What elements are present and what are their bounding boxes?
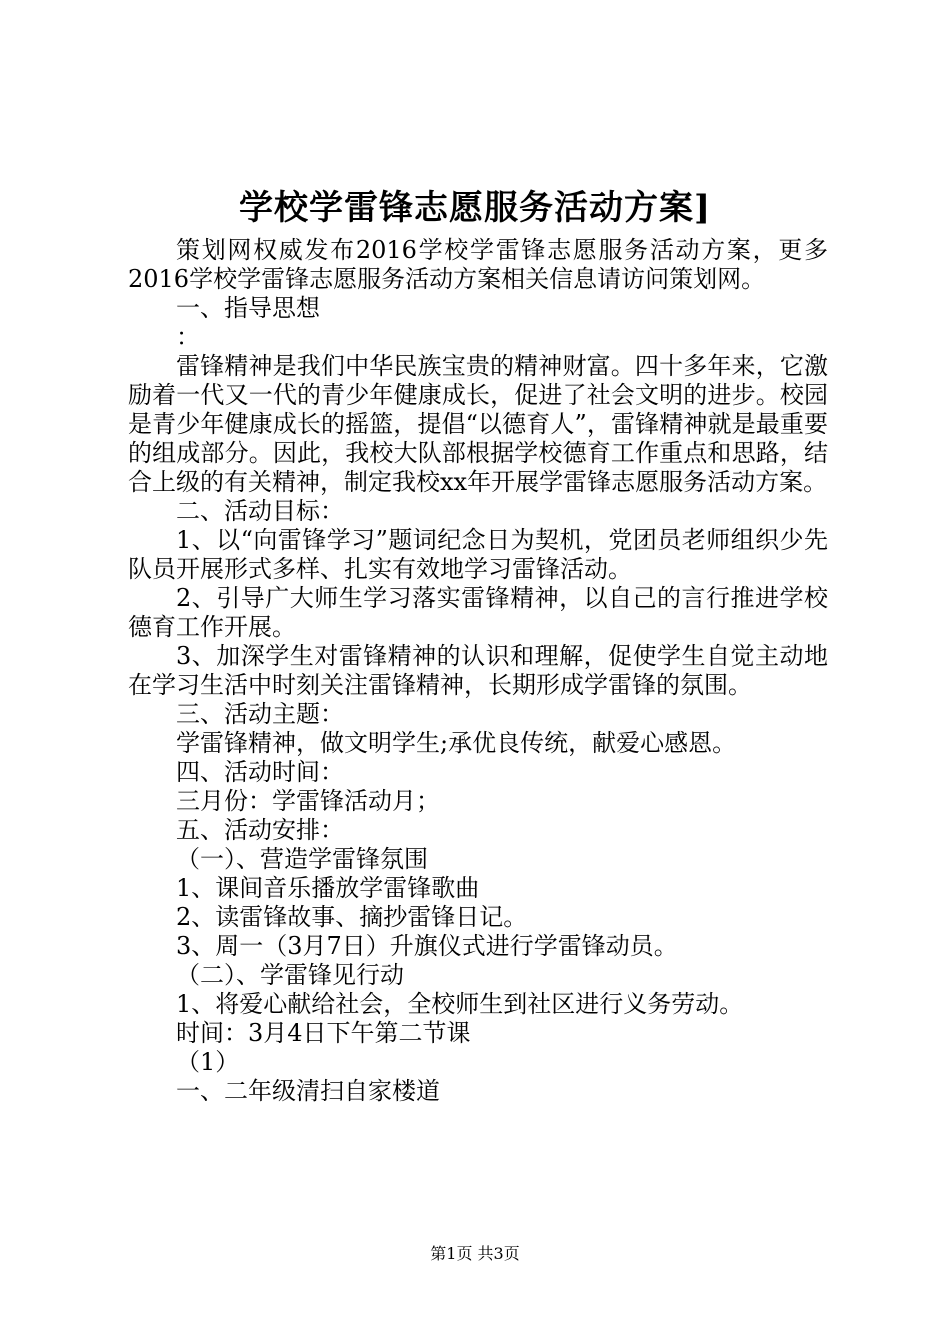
paragraph-guiding-idea: 雷锋精神是我们中华民族宝贵的精神财富。四十多年来，它激励着一代又一代的青少年健康成长，促进了社会文明的进步。校园是青少年健康成长的摇篮，提倡“以德育人”，雷锋精神就是最重要的组成部分。因此，我校大队部根据学校德育工作重点和思路，结合上级的有关精神，制定我校xx年开展学雷锋志愿服务活动方案。 bbox=[128, 352, 828, 496]
list-item-action-1: 1、将爱心献给社会，全校师生到社区进行义务劳动。 bbox=[176, 990, 744, 1018]
subheading-action: （二）、学雷锋见行动 bbox=[176, 961, 404, 989]
paragraph-goal-1: 1、以“向雷锋学习”题词纪念日为契机，党团员老师组织少先队员开展形式多样、扎实有效地学习雷锋活动。 bbox=[128, 526, 828, 583]
list-item-1: 1、课间音乐播放学雷锋歌曲 bbox=[176, 874, 480, 902]
heading-activity-goals: 二、活动目标： bbox=[176, 497, 344, 525]
heading-activity-time: 四、活动时间： bbox=[176, 758, 344, 786]
subheading-atmosphere: （一）、营造学雷锋氛围 bbox=[176, 845, 428, 873]
paragraph-colon: ： bbox=[176, 323, 200, 351]
page-footer: 第1页 共3页 bbox=[430, 1244, 520, 1263]
list-item-2: 2、读雷锋故事、摘抄雷锋日记。 bbox=[176, 903, 528, 931]
document-body bbox=[128, 236, 828, 1106]
paragraph-time: 时间：3月4日下午第二节课 bbox=[176, 1019, 471, 1047]
paragraph-goal-3: 3、加深学生对雷锋精神的认识和理解，促使学生自觉主动地在学习生活中时刻关注雷锋精神，长期形成学雷锋的氛围。 bbox=[128, 642, 828, 699]
paragraph-intro: 策划网权威发布2016学校学雷锋志愿服务活动方案，更多2016学校学雷锋志愿服务活动方案相关信息请访问策划网。 bbox=[128, 236, 828, 293]
paragraph-grade-1-2: 一、二年级清扫自家楼道 bbox=[176, 1077, 440, 1105]
paragraph-activity-time: 三月份：学雷锋活动月； bbox=[176, 787, 440, 815]
paragraph-subitem-1: （1） bbox=[176, 1048, 240, 1076]
heading-guiding-idea: 一、指导思想 bbox=[176, 294, 320, 322]
paragraph-goal-2: 2、引导广大师生学习落实雷锋精神，以自己的言行推进学校德育工作开展。 bbox=[128, 584, 828, 641]
list-item-3: 3、周一（3月7日）升旗仪式进行学雷锋动员。 bbox=[176, 932, 678, 960]
document-title: 学校学雷锋志愿服务活动方案] bbox=[238, 188, 712, 228]
paragraph-activity-theme: 学雷锋精神，做文明学生;承优良传统，献爱心感恩。 bbox=[176, 729, 737, 757]
heading-activity-theme: 三、活动主题： bbox=[176, 700, 344, 728]
heading-activity-arrangement: 五、活动安排： bbox=[176, 816, 344, 844]
